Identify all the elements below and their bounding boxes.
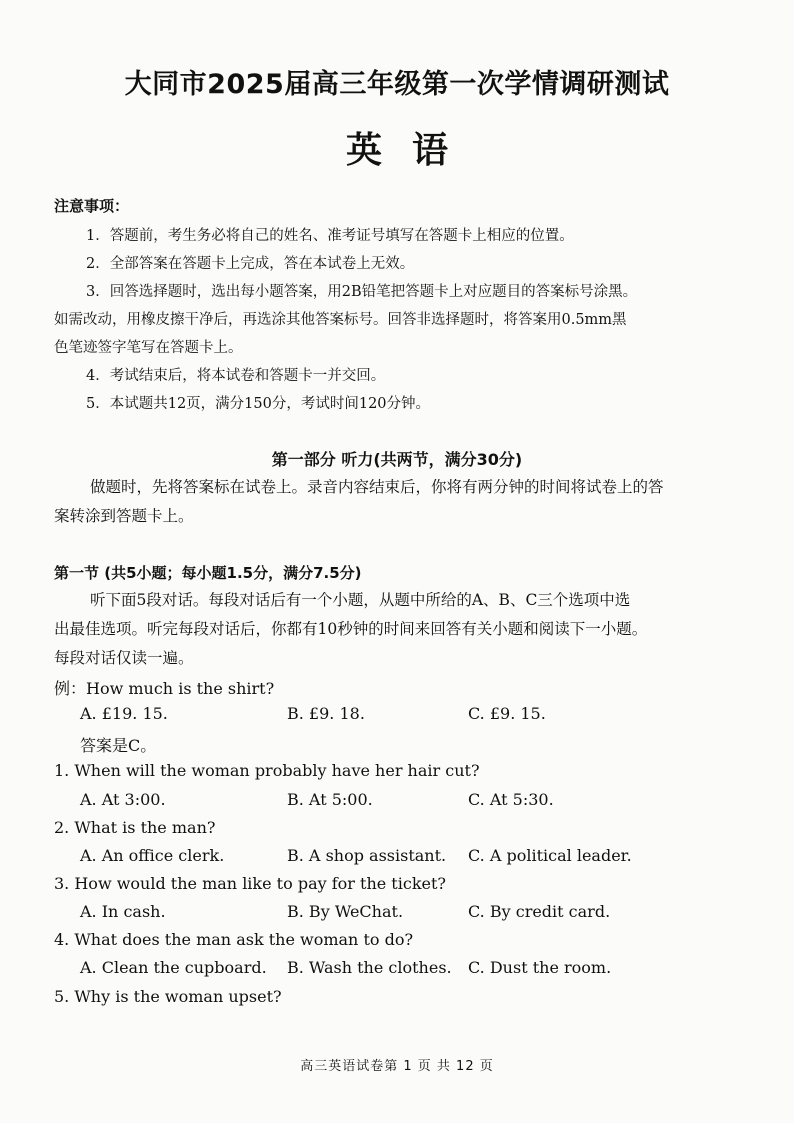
example-answer: 答案是C。: [80, 736, 157, 755]
q1-option-b: B. At 5:00.: [287, 790, 373, 809]
instruction-line: 出最佳选项。听完每段对话后，你都有10秒钟的时间来回答有关小题和阅读下一小题。: [54, 620, 648, 638]
q2-option-c: C. A political leader.: [468, 846, 632, 865]
q2-option-b: B. A shop assistant.: [287, 846, 447, 865]
question-1: 1. When will the woman probably have her hair cut?: [54, 761, 480, 780]
notice-item: 5．本试题共12页，满分150分，考试时间120分钟。: [86, 396, 431, 412]
notice-item-continued: 色笔迹签字笔写在答题卡上。: [54, 340, 243, 356]
example-option-b: B. £9. 18.: [287, 704, 365, 723]
notice-item: 3．回答选择题时，选出每小题答案，用2B铅笔把答题卡上对应题目的答案标号涂黑。: [86, 284, 638, 300]
example-question: 例：How much is the shirt?: [54, 679, 275, 698]
q1-option-c: C. At 5:30.: [468, 790, 554, 809]
section1-instruction: [54, 586, 744, 673]
example-option-a: A. £19. 15.: [80, 704, 168, 723]
subject-title: 英语: [345, 130, 478, 171]
instruction-line: 案转涂到答题卡上。: [54, 507, 194, 525]
section1-heading: 第一节 (共5小题；每小题1.5分，满分7.5分): [54, 564, 362, 582]
question-2: 2. What is the man?: [54, 818, 216, 837]
notice-item-continued: 如需改动，用橡皮擦干净后，再选涂其他答案标号。回答非选择题时，将答案用0.5mm黑: [54, 312, 627, 328]
instruction-line: 每段对话仅读一遍。: [54, 649, 194, 667]
question-3: 3. How would the man like to pay for the ticket?: [54, 874, 446, 893]
notice-item: 4．考试结束后，将本试卷和答题卡一并交回。: [86, 368, 386, 384]
q4-option-a: A. Clean the cupboard.: [80, 958, 267, 977]
notice-heading: 注意事项：: [54, 197, 130, 215]
q3-option-a: A. In cash.: [80, 902, 166, 921]
part1-instruction: [54, 473, 744, 531]
notice-item: 2．全部答案在答题卡上完成，答在本试卷上无效。: [86, 256, 415, 272]
q2-option-a: A. An office clerk.: [80, 846, 225, 865]
notice-list: [54, 222, 744, 418]
exam-title: 大同市2025届高三年级第一次学情调研测试: [124, 69, 670, 100]
q3-option-b: B. By WeChat.: [287, 902, 404, 921]
part1-heading: 第一部分 听力(共两节，满分30分): [271, 450, 523, 469]
q1-option-a: A. At 3:00.: [80, 790, 166, 809]
notice-item: 1．答题前，考生务必将自己的姓名、准考证号填写在答题卡上相应的位置。: [86, 228, 574, 244]
question-5: 5. Why is the woman upset?: [54, 987, 282, 1006]
q3-option-c: C. By credit card.: [468, 902, 611, 921]
q4-option-c: C. Dust the room.: [468, 958, 612, 977]
page-footer: 高三英语试卷第 1 页 共 12 页: [300, 1059, 494, 1074]
instruction-line: 听下面5段对话。每段对话后有一个小题，从题中所给的A、B、C三个选项中选: [90, 591, 631, 609]
q4-option-b: B. Wash the clothes.: [287, 958, 452, 977]
instruction-line: 做题时，先将答案标在试卷上。录音内容结束后，你将有两分钟的时间将试卷上的答: [90, 478, 664, 496]
question-4: 4. What does the man ask the woman to do?: [54, 930, 414, 949]
example-option-c: C. £9. 15.: [468, 704, 546, 723]
